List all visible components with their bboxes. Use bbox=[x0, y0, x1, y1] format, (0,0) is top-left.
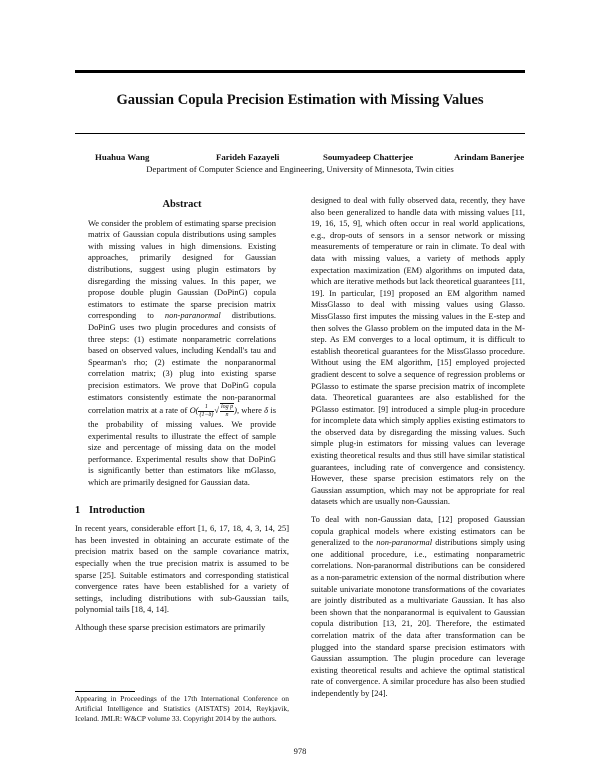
body-paragraph: designed to deal with fully observed data, recently, they have also been generalized to handle data with missing values [11, 19, 16, 15, 9], which often occur in real world applications, e.g., drop-outs of sensors in a sensor network or missing measurements of temperature or rain in climate. To deal with data with missing values, a variety of methods apply expectation maximization (EM) algorithms on imputed data, which are iterative methods but lack theoretical guarantees [11, 19]. In particular, [19] proposed an EM algorithm named MissGlasso to deal with missing values using Glasso. MissGlasso first imputes the missing values in the E-step and then solves the Glasso problem on the imputed data in the M-step. As EM converges to a local optimum, it is difficult to establish theoretical guarantees for the MissGlasso procedure. Without using the EM algorithm, [15] employed projected gradient descent to solve a sequence of regression problems or PGlasso to estimate the sparse precision matrix of incomplete data. Theoretical guarantees are also established for the PGlasso estimator. [9] introduced a simple plug-in procedure for incomplete data which simply applies existing estimators to the observed data by disregarding the missing values. Such simple plug-in estimators for missing values can leverage existing theoretical results and thus still have similar statistical guarantees, including rate of convergence and consistency. However, these sparse precision estimators rely on the Gaussian assumption, which may not be appropriate for real datasets which are usually non-Gaussian. bbox=[311, 195, 525, 507]
section-heading-introduction: 1 Introduction bbox=[75, 504, 145, 516]
convergence-rate-formula: O( $\frac{1}{(1-\delta)}$ √ $\frac{\text{log p}}{n}$ ) bbox=[189, 403, 237, 419]
footnote: Appearing in Proceedings of the 17th International Conference on Artificial Intelligence and Statistics (AISTATS) 2014, Reykjavik, Iceland. JMLR: W&CP volume 33. Copyright 2014 by the authors. bbox=[75, 694, 289, 723]
title-top-rule bbox=[75, 70, 525, 73]
abstract-body bbox=[88, 218, 276, 489]
paper-title: Gaussian Copula Precision Estimation with Missing Values bbox=[116, 92, 484, 108]
author-name: Soumyadeep Chatterjee bbox=[323, 152, 414, 162]
intro-paragraph: Although these sparse precision estimators are primarily bbox=[75, 622, 266, 632]
author-name: Farideh Fazayeli bbox=[216, 152, 280, 162]
emphasis-text: non-paranormal bbox=[164, 310, 221, 321]
title-bottom-rule bbox=[75, 133, 525, 134]
body-paragraph: To deal with non-Gaussian data, [12] proposed Gaussian copula graphical models where existing estimators can be generalized to the non-paranormal distributions simply using one additional procedure, i.e., estimating nonparametric correlations. Non-paranormal distributions can be considered as a non-parametric extension of the normal distribution where suitable univariate monotone transformations of the covariates are jointly distributed as a multivariate Gaussian. It has also been shown that the nonparanormal is equivalent to Gaussian copula distribution [13, 21, 20]. Therefore, the estimated correlation matrix of the data after transformation can be plugged into the standard sparse precision estimators with Gaussian assumption. The plugin procedure can leverage existing theoretical results and achieve the optimal statistical rate of convergence. A similar procedure has also been studied independently by [24]. bbox=[311, 514, 525, 698]
author-name: Huahua Wang bbox=[95, 152, 150, 162]
page-number: 978 bbox=[293, 746, 307, 756]
author-affiliation: Department of Computer Science and Engineering, University of Minnesota, Twin cities bbox=[146, 164, 454, 174]
author-name: Arindam Banerjee bbox=[454, 152, 525, 162]
abstract-paragraph: We consider the problem of estimating sparse precision matrix of Gaussian copula distributions using samples with missing values in high dimensions. Existing approaches, primarily designed for Gaussian distributions, suggest using plugin estimators by disregarding the missing values. In this paper, we propose double plugin Gaussian (DoPinG) copula estimators to estimate the sparse precision matrix corresponding to non-paranormal distributions. DoPinG uses two plugin procedures and consists of three steps: (1) estimate nonparametric correlations based on observed values, including Kendall's tau and Spearman's rho; (2) estimate the nonparanormal correlation matrix; (3) plug into existing sparse precision estimators. We prove that DoPinG copula estimators consistently estimate the non-paranormal correlation matrix at a rate of O( $\frac{1}{(1-\delta)}$ √ $\frac{\text{log p}}{n}$ ), where δ is the probability of missing values. We provide experimental results to illustrate the effect of sample size and percentage of missing data on the model performance. Experimental results show that DoPinG is significantly better than estimators like mGlasso, which are primarily designed for Gaussian data. bbox=[88, 217, 276, 488]
abstract-heading: Abstract bbox=[162, 199, 202, 210]
intro-paragraph: In recent years, considerable effort [1, 6, 17, 18, 4, 3, 14, 25] has been invested in obtaining an accurate estimate of the precision matrix based on the sample covariance matrix, especially when the true precision matrix is assumed to be sparse [25]. Suitable estimators and corresponding statistical convergence rates have been established for a variety of settings, including distributions with sub-Gaussian tails, polynomial tails [18, 4, 14]. bbox=[75, 523, 289, 615]
footnote-rule bbox=[75, 691, 135, 692]
emphasis-text: non-paranormal bbox=[376, 537, 433, 548]
right-column bbox=[311, 195, 525, 706]
left-column bbox=[75, 195, 289, 640]
